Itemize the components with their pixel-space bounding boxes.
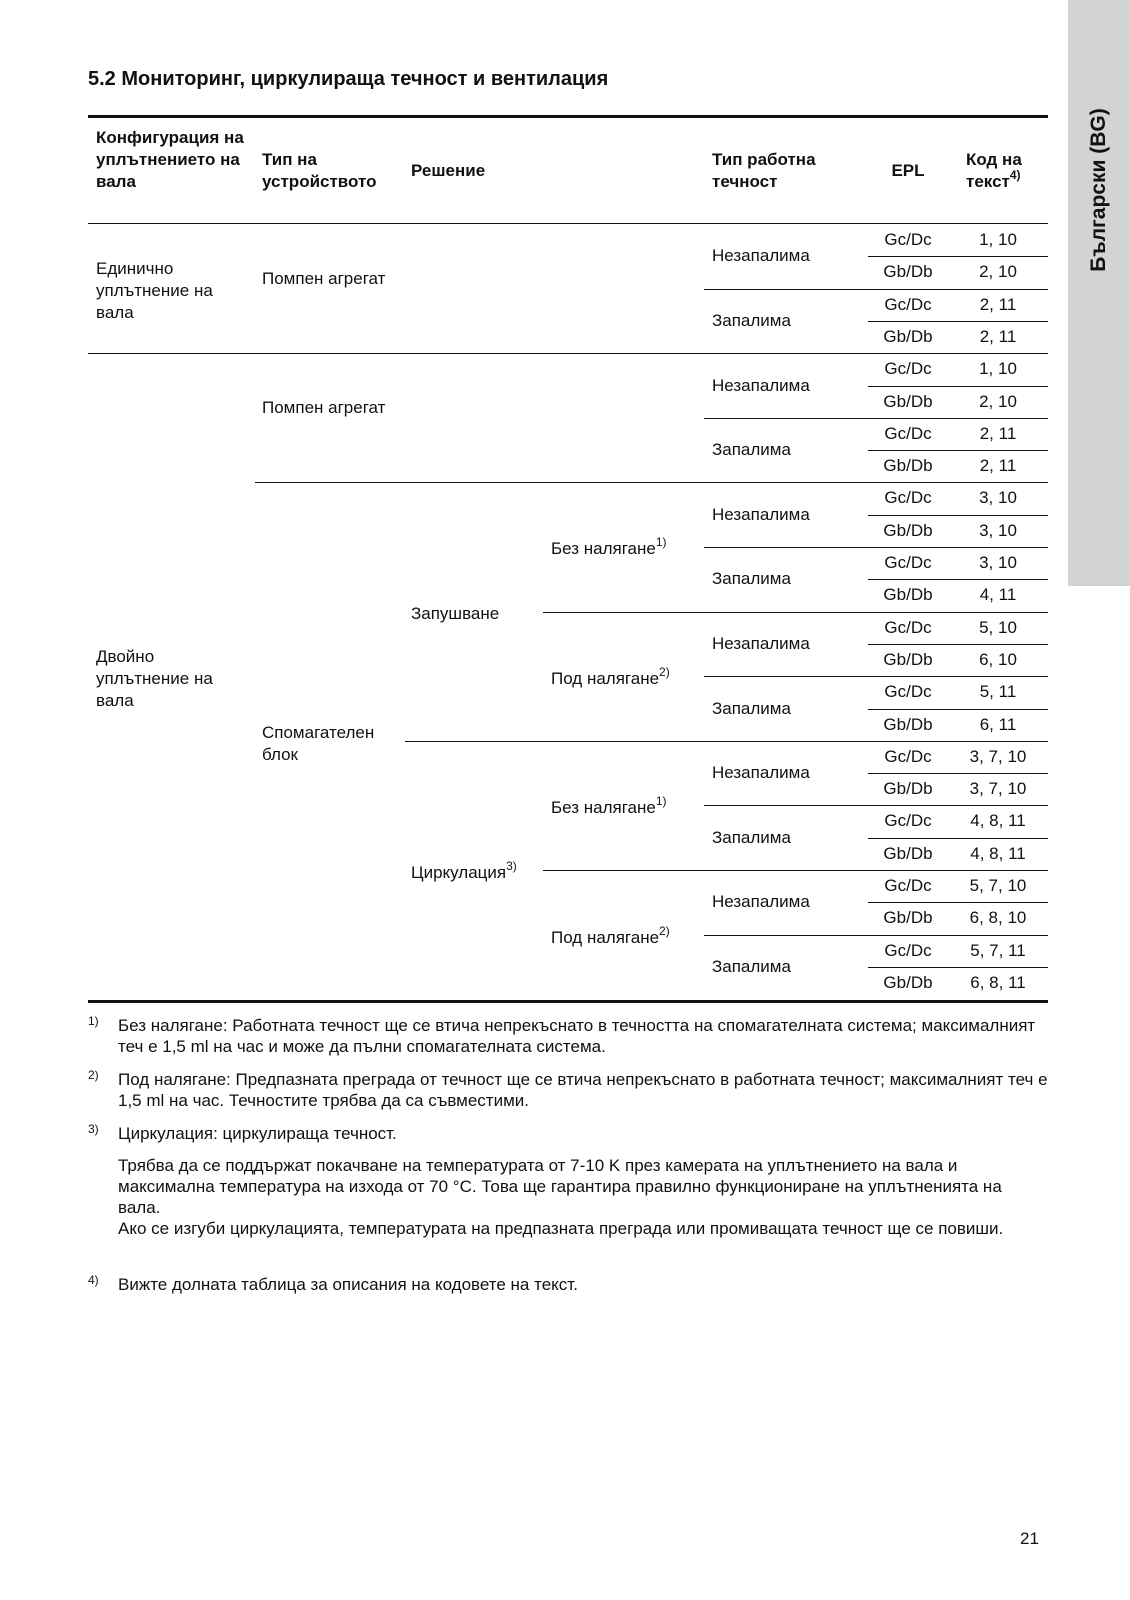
text-code-cell: 1, 10 bbox=[979, 230, 1017, 249]
solution-flushing: Запушване bbox=[411, 604, 500, 623]
text-code-cell: 2, 10 bbox=[979, 262, 1017, 282]
text-code-cell: 1, 10 bbox=[979, 359, 1017, 379]
fluid-flammable: Запалима bbox=[712, 440, 791, 460]
solution-circulation: Циркулация$^{3)}$ bbox=[411, 859, 517, 882]
section-title: 5.2 Мониторинг, циркулираща течност и вентилация bbox=[88, 68, 609, 90]
group-divider bbox=[405, 741, 1048, 742]
group-divider bbox=[704, 289, 1048, 290]
epl-cell: Gb/Db bbox=[883, 262, 933, 282]
config-double: Двойно уплътнение на вала bbox=[96, 647, 213, 710]
group-divider bbox=[704, 547, 1048, 548]
header-code: Код на текст$^{4)}$ bbox=[966, 150, 1022, 191]
text-code-cell: 3, 10 bbox=[979, 488, 1017, 508]
text-code-cell: 4, 8, 11 bbox=[970, 811, 1026, 831]
header-fluid: Тип работна течност bbox=[712, 150, 816, 191]
text-code-cell: 2, 10 bbox=[979, 391, 1017, 411]
footnote-3 bbox=[88, 1123, 1048, 1239]
footnote-3-text: Циркулация: циркулираща течност. bbox=[118, 1124, 397, 1143]
epl-cell: Gb/Db bbox=[883, 585, 933, 605]
group-divider bbox=[704, 676, 1048, 677]
config-divider bbox=[88, 353, 1048, 354]
text-code-cell: 6, 11 bbox=[979, 714, 1017, 734]
fluid-flammable: Запалима bbox=[712, 569, 791, 589]
text-code-cell: 3, 10 bbox=[979, 520, 1017, 540]
text-code-cell: 4, 8, 11 bbox=[970, 843, 1026, 863]
footnote-1 bbox=[88, 1015, 1048, 1057]
footnote-4 bbox=[88, 1274, 1048, 1295]
fluid-non-flammable: Незапалима bbox=[712, 246, 810, 266]
epl-cell: Gc/Dc bbox=[884, 553, 932, 572]
header-bottom-rule bbox=[88, 223, 1048, 224]
epl-cell: Gc/Dc bbox=[884, 876, 932, 895]
table-top-rule bbox=[88, 115, 1048, 118]
epl-cell: Gc/Dc bbox=[884, 746, 932, 766]
device-aux-block: Спомагателен блок bbox=[262, 723, 375, 764]
footnote-2-text: Под налягане: Предпазната преграда от течност ще се втича непрекъснато в работната течност; максималният теч е 1,5 ml на час. Течностите трябва да са съвместими. bbox=[118, 1070, 1048, 1110]
text-code-cell: 4, 11 bbox=[979, 585, 1017, 605]
text-code-cell: 5, 7, 10 bbox=[969, 876, 1027, 895]
footnote-3-mark: 3) bbox=[88, 1122, 99, 1136]
fluid-flammable: Запалима bbox=[712, 956, 791, 976]
epl-cell: Gc/Dc bbox=[884, 488, 932, 508]
row-divider bbox=[868, 644, 1048, 645]
footnote-2 bbox=[88, 1069, 1048, 1111]
row-divider bbox=[868, 515, 1048, 516]
epl-cell: Gc/Dc bbox=[884, 617, 932, 637]
header-config: Конфигурация на уплътнението на вала bbox=[96, 128, 244, 191]
epl-cell: Gc/Dc bbox=[884, 423, 932, 443]
epl-cell: Gc/Dc bbox=[884, 811, 932, 831]
footnote-4-text: Вижте долната таблица за описания на кодовете на текст. bbox=[118, 1275, 578, 1294]
footnote-3-detail-2: Ако се изгуби циркулацията, температурата на предпазната преграда или промиващата течност ще се повиши. bbox=[118, 1219, 1004, 1238]
epl-cell: Gc/Dc bbox=[884, 230, 932, 249]
epl-cell: Gb/Db bbox=[883, 843, 933, 863]
row-divider bbox=[868, 386, 1048, 387]
text-code-cell: 6, 8, 11 bbox=[970, 972, 1026, 992]
device-divider bbox=[255, 482, 1048, 483]
subsolution-no-pressure-2: Без налягане$^{1)}$ bbox=[551, 794, 667, 817]
text-code-cell: 6, 10 bbox=[979, 649, 1017, 669]
header-device: Тип на устройството bbox=[262, 150, 377, 191]
row-divider bbox=[868, 967, 1048, 968]
epl-cell: Gb/Db bbox=[883, 972, 933, 992]
row-divider bbox=[868, 256, 1048, 257]
fluid-flammable: Запалима bbox=[712, 310, 791, 330]
language-tab-label: Български (BG) bbox=[1087, 108, 1110, 272]
footnote-3-detail: Трябва да се поддържат покачване на температурата от 7-10 K през камерата на уплътнението на вала и максимална температура на изхода от 70 °C. Това ще гарантира правилно функциониране на уплътненията на вала. bbox=[118, 1156, 1002, 1217]
group-divider bbox=[704, 935, 1048, 936]
language-side-tab bbox=[1068, 0, 1130, 586]
text-code-cell: 6, 8, 10 bbox=[969, 908, 1027, 928]
epl-cell: Gb/Db bbox=[883, 649, 933, 669]
epl-cell: Gc/Dc bbox=[884, 940, 932, 960]
text-code-cell: 5, 11 bbox=[979, 682, 1017, 702]
subsolution-under-pressure-1: Под налягане$^{2)}$ bbox=[551, 665, 670, 688]
epl-cell: Gc/Dc bbox=[884, 294, 932, 314]
group-divider bbox=[704, 805, 1048, 806]
fluid-non-flammable: Незапалима bbox=[712, 892, 810, 912]
text-code-cell: 2, 11 bbox=[979, 294, 1017, 314]
epl-cell: Gb/Db bbox=[883, 520, 933, 540]
group-divider bbox=[543, 870, 1048, 871]
header-solution: Решение bbox=[411, 161, 486, 180]
footnote-4-mark: 4) bbox=[88, 1273, 99, 1287]
text-code-cell: 3, 7, 10 bbox=[969, 779, 1027, 799]
epl-cell: Gc/Dc bbox=[884, 682, 932, 702]
row-divider bbox=[868, 902, 1048, 903]
epl-cell: Gb/Db bbox=[883, 714, 933, 734]
page-number: 21 bbox=[1020, 1529, 1039, 1548]
epl-cell: Gb/Db bbox=[883, 779, 933, 799]
text-code-cell: 5, 7, 11 bbox=[970, 940, 1026, 960]
text-code-cell: 3, 7, 10 bbox=[969, 746, 1027, 766]
row-divider bbox=[868, 773, 1048, 774]
group-divider bbox=[543, 612, 1048, 613]
subsolution-under-pressure-2: Под налягане$^{2)}$ bbox=[551, 924, 670, 947]
fluid-flammable: Запалима bbox=[712, 827, 791, 847]
subsolution-no-pressure-1: Без налягане$^{1)}$ bbox=[551, 535, 667, 558]
fluid-non-flammable: Незапалима bbox=[712, 633, 810, 653]
fluid-non-flammable: Незапалима bbox=[712, 504, 810, 524]
fluid-non-flammable: Незапалима bbox=[712, 763, 810, 783]
header-epl: EPL bbox=[891, 161, 925, 180]
footnote-2-mark: 2) bbox=[88, 1068, 99, 1082]
row-divider bbox=[868, 579, 1048, 580]
text-code-cell: 5, 10 bbox=[979, 617, 1017, 637]
device-pump-2: Помпен агрегат bbox=[262, 398, 386, 417]
fluid-flammable: Запалима bbox=[712, 698, 791, 718]
footnote-1-mark: 1) bbox=[88, 1014, 99, 1028]
footnote-1-text: Без налягане: Работната течност ще се втича непрекъснато в течността на спомагателната система; максималният теч е 1,5 ml на час и може да пълни спомагателната система. bbox=[118, 1016, 1036, 1056]
epl-cell: Gb/Db bbox=[883, 391, 933, 411]
text-code-cell: 3, 10 bbox=[979, 553, 1017, 572]
fluid-non-flammable: Незапалима bbox=[712, 375, 810, 395]
text-code-cell: 2, 11 bbox=[979, 423, 1017, 443]
text-code-cell: 2, 11 bbox=[979, 456, 1017, 476]
group-divider bbox=[704, 418, 1048, 419]
epl-cell: Gb/Db bbox=[883, 326, 933, 346]
row-divider bbox=[868, 321, 1048, 322]
table-bottom-rule bbox=[88, 1000, 1048, 1003]
text-code-cell: 2, 11 bbox=[979, 326, 1017, 346]
epl-cell: Gb/Db bbox=[883, 456, 933, 476]
config-single: Единично уплътнение на вала bbox=[96, 259, 213, 322]
epl-cell: Gb/Db bbox=[883, 908, 933, 928]
row-divider bbox=[868, 838, 1048, 839]
row-divider bbox=[868, 709, 1048, 710]
epl-cell: Gc/Dc bbox=[884, 359, 932, 379]
device-pump-1: Помпен агрегат bbox=[262, 269, 386, 288]
row-divider bbox=[868, 450, 1048, 451]
